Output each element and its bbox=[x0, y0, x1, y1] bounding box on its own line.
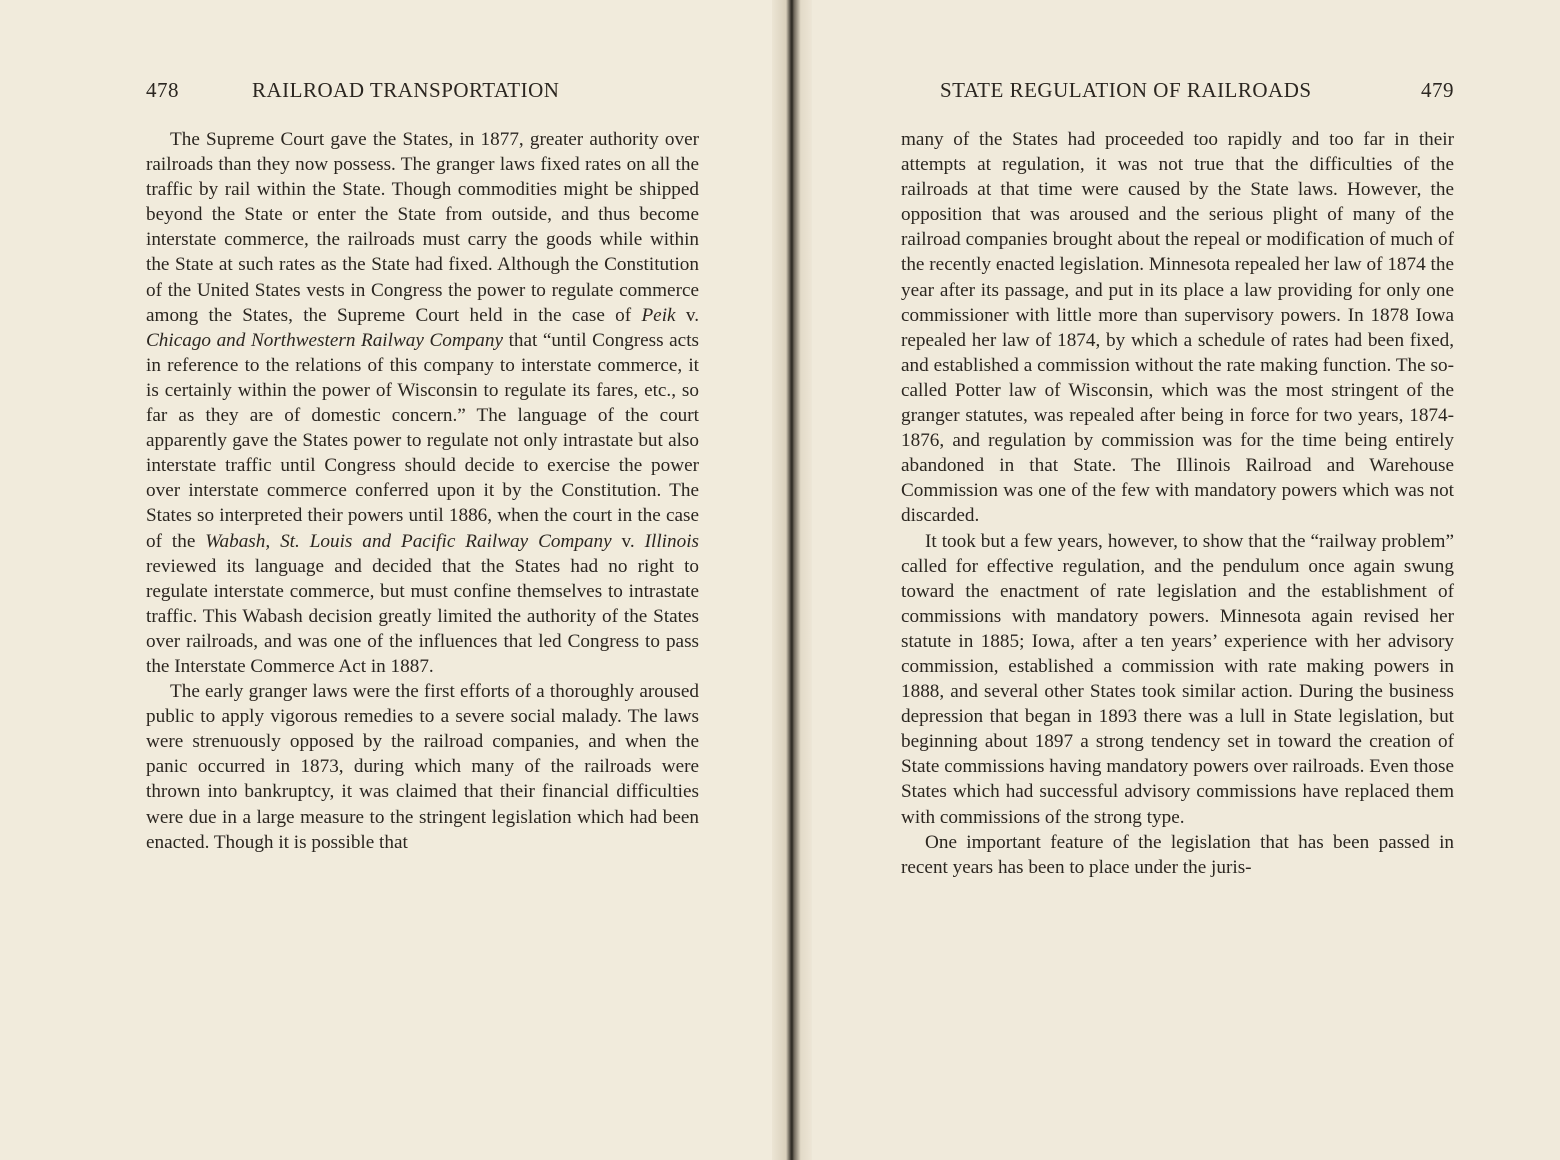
left-running-title: RAILROAD TRANSPORTATION bbox=[252, 78, 560, 102]
case-name: Illinois bbox=[644, 530, 699, 552]
text-segment: v. bbox=[675, 304, 699, 326]
right-page-header bbox=[940, 78, 1454, 108]
paragraph bbox=[901, 830, 1454, 880]
text-segment: many of the States had proceeded too rapidly and too far in their attempts at regulation, it was not true that the difficulties of the railroads at that time were caused by the State laws. However, the opposition that was aroused and the serious plight of many of the railroad companies brought about the repeal or modification of much of the recently enacted legislation. Minnesota repealed her law of 1874 the year after its passage, and put in its place a law providing for only one commissioner with little more than supervisory powers. In 1878 Iowa repealed her law of 1874, by which a schedule of rates had been fixed, and established a commission without the rate making function. The so-called Potter law of Wisconsin, which was the most stringent of the granger statutes, was repealed after being in force for two years, 1874-1876, and regulation by commission was for the time being entirely abandoned in that State. The Illinois Railroad and Warehouse Commission was one of the few with mandatory powers which was not discarded. bbox=[901, 129, 1454, 527]
paragraph bbox=[901, 529, 1454, 830]
left-page-header bbox=[146, 78, 706, 108]
case-name: Chicago and Northwestern Railway Company bbox=[146, 329, 503, 351]
left-page-body bbox=[146, 127, 699, 855]
text-segment: that “until Congress acts in reference to the relations of this company to interstate commerce, it is certainly within the power of Wisconsin to regulate its fares, etc., so far as they are of domestic concern.” The language of the court apparently gave the States power to regulate not only intrastate but also interstate traffic until Congress should decide to exercise the power over interstate commerce conferred upon it by the Constitution. The States so interpreted their powers until 1886, when the court in the case of the bbox=[146, 329, 699, 552]
right-page bbox=[800, 0, 1560, 1160]
right-page-number: 479 bbox=[1421, 78, 1454, 102]
text-segment: reviewed its language and decided that the States had no right to regulate interstate commerce, but must confine themselves to intrastate traffic. This Wabash decision greatly limited the authority of the States over railroads, and was one of the influences that led Congress to pass the Interstate Commerce Act in 1887. bbox=[146, 555, 699, 677]
paragraph bbox=[146, 127, 699, 679]
paragraph bbox=[146, 679, 699, 855]
text-segment: The early granger laws were the first efforts of a thoroughly aroused public to apply vigorous remedies to a severe social malady. The laws were strenuously opposed by the railroad companies, and when the panic occurred in 1873, during which many of the railroads were thrown into bankruptcy, it was claimed that their financial difficulties were due in a large measure to the stringent legislation which had been enacted. Though it is possible that bbox=[146, 681, 699, 853]
right-running-title: STATE REGULATION OF RAILROADS bbox=[940, 78, 1312, 102]
text-segment: The Supreme Court gave the States, in 1877, greater authority over railroads than they now possess. The granger laws fixed rates on all the traffic by rail within the State. Though commodities might be shipped beyond the State or enter the State from outside, and thus become interstate commerce, the railroads must carry the goods while within the State at such rates as the State had fixed. Although the Constitution of the United States vests in Congress the power to regulate commerce among the States, the Supreme Court held in the case of bbox=[146, 129, 699, 326]
paragraph bbox=[901, 127, 1454, 529]
text-segment: It took but a few years, however, to show that the “railway problem” called for effective regulation, and the pendulum once again swung toward the enactment of rate legislation and the establishment of commissions with mandatory powers. Minnesota again revised her statute in 1885; Iowa, after a ten years’ experience with her advisory commission, established a commission with rate making powers in 1888, and several other States took similar action. During the business depression that began in 1893 there was a lull in State legislation, but beginning about 1897 a strong tendency set in toward the creation of State commissions having mandatory powers over railroads. Even those States which had successful advisory commissions have replaced them with commissions of the strong type. bbox=[901, 530, 1454, 828]
case-name: Wabash, St. Louis and Pacific Railway Company bbox=[205, 530, 612, 552]
text-segment: v. bbox=[611, 530, 645, 552]
right-page-body bbox=[901, 127, 1454, 880]
case-name: Peik bbox=[641, 304, 676, 326]
book-gutter bbox=[772, 0, 812, 1160]
text-segment: One important feature of the legislation that has been passed in recent years has been to place under the juris- bbox=[901, 831, 1454, 878]
left-page-number: 478 bbox=[146, 78, 179, 102]
